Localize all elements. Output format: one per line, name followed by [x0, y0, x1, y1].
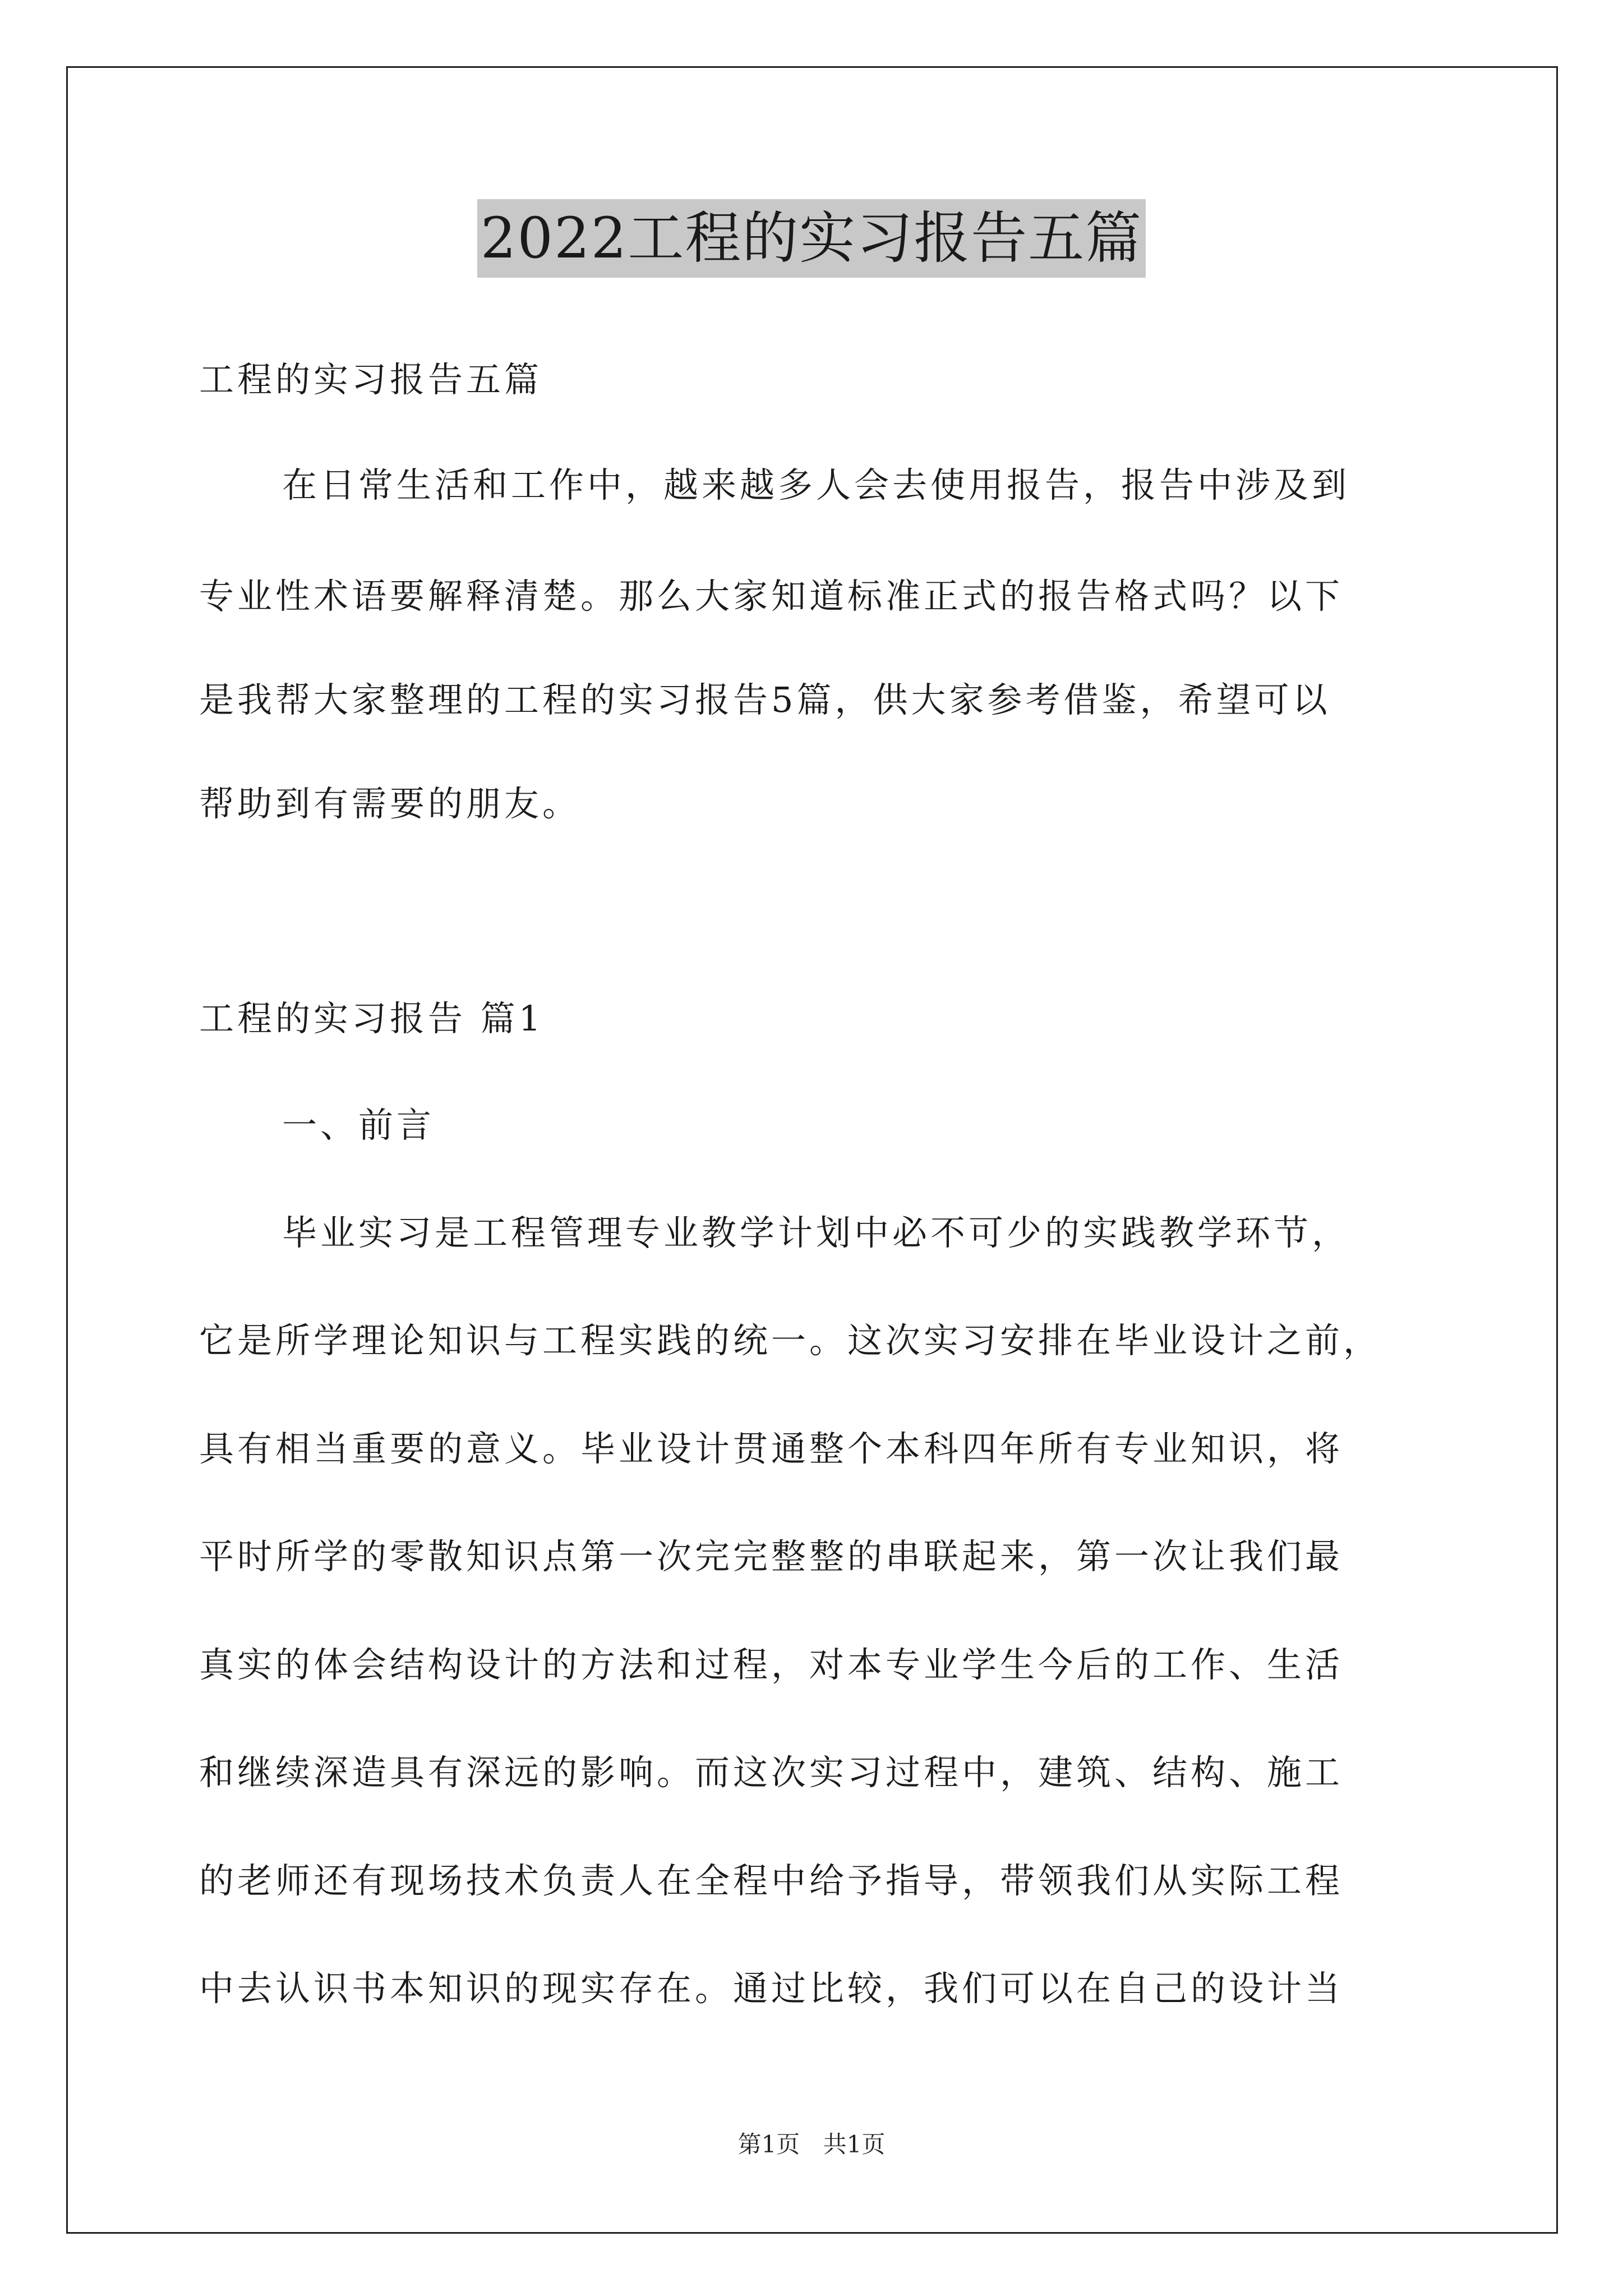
- document-title: 2022工程的实习报告五篇: [477, 199, 1146, 278]
- body-line: 的老师还有现场技术负责人在全程中给予指导，带领我们从实际工程: [199, 1860, 1344, 1901]
- intro-line: 专业性术语要解释清楚。那么大家知道标准正式的报告格式吗？以下: [199, 576, 1344, 616]
- body-line: 具有相当重要的意义。毕业设计贯通整个本科四年所有专业知识，将: [199, 1428, 1344, 1469]
- body-line: 毕业实习是工程管理专业教学计划中必不可少的实践教学环节，: [282, 1212, 1350, 1253]
- section-heading: 工程的实习报告 篇1: [199, 998, 545, 1039]
- title-block: [0, 199, 1623, 278]
- body-line: 它是所学理论知识与工程实践的统一。这次实习安排在毕业设计之前，: [199, 1320, 1382, 1361]
- body-line: 和继续深造具有深远的影响。而这次实习过程中，建筑、结构、施工: [199, 1752, 1344, 1793]
- subsection-heading: 一、前言: [282, 1105, 435, 1145]
- body-line: 中去认识书本知识的现实存在。通过比较，我们可以在自己的设计当: [199, 1968, 1344, 2009]
- intro-line: 是我帮大家整理的工程的实习报告5篇，供大家参考借鉴，希望可以: [199, 679, 1331, 720]
- page-footer: [0, 2129, 1623, 2160]
- subtitle: 工程的实习报告五篇: [199, 359, 543, 400]
- body-line: 平时所学的零散知识点第一次完完整整的串联起来，第一次让我们最: [199, 1536, 1344, 1577]
- intro-line: 帮助到有需要的朋友。: [199, 783, 581, 824]
- page-number: 第1页: [737, 2131, 800, 2158]
- body-line: 真实的体会结构设计的方法和过程，对本专业学生今后的工作、生活: [199, 1644, 1344, 1685]
- intro-line: 在日常生活和工作中，越来越多人会去使用报告，报告中涉及到: [282, 464, 1350, 505]
- page-total: 共1页: [823, 2131, 886, 2158]
